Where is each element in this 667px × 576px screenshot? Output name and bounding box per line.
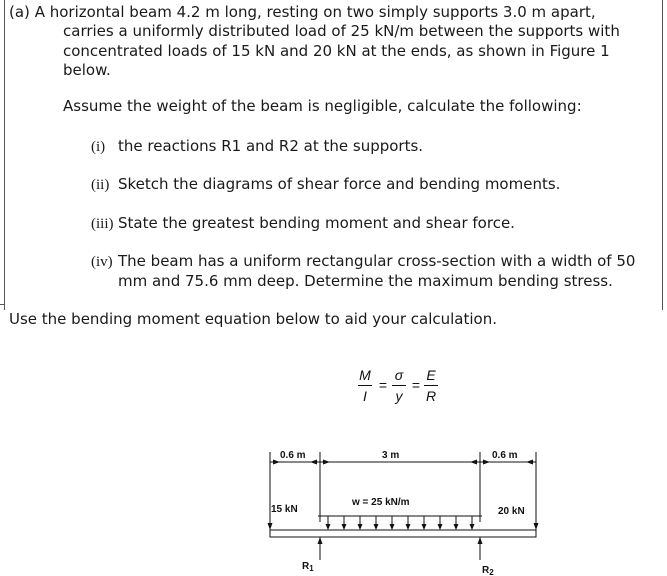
use-equation-text: Use the bending moment equation below to aid your calculation. <box>9 310 497 328</box>
udl-arrow-head <box>390 524 395 530</box>
reaction-r1-label: $R_1$ <box>302 561 314 573</box>
udl-label: w = 25 kN/m <box>352 497 410 508</box>
dim-middle-label: 3 m <box>382 450 400 461</box>
intro-line-4: below. <box>63 61 111 79</box>
bending-equation <box>355 364 445 414</box>
item-iv-line-2: mm and 75.6 mm deep. Determine the maximum bending stress. <box>118 272 613 290</box>
udl-arrow-head <box>326 524 331 530</box>
load-left-label: 15 kN <box>271 504 298 515</box>
item-iii-text: State the greatest bending moment and shear force. <box>118 214 515 232</box>
item-i <box>91 136 105 157</box>
item-ii <box>91 174 109 195</box>
intro-continuation <box>63 22 663 81</box>
item-iv-line-1: The beam has a uniform rectangular cross-section with a width of 50 <box>118 252 636 270</box>
dim-left-label: 0.6 m <box>280 450 306 461</box>
udl-arrow-head <box>342 524 347 530</box>
left-border-line <box>4 0 5 310</box>
beam-figure <box>260 440 550 576</box>
eq-M: M <box>359 367 371 383</box>
reaction-r2-label: $R_2$ <box>482 565 494 576</box>
item-iv-text <box>118 251 658 291</box>
intro-line-3: concentrated loads of 15 kN and 20 kN at the ends, as shown in Figure 1 <box>63 41 610 60</box>
item-iv <box>91 251 113 272</box>
udl-arrow-head <box>358 524 363 530</box>
item-ii-text: Sketch the diagrams of shear force and bending moments. <box>118 175 561 193</box>
udl-arrow-head <box>406 524 411 530</box>
separator-line <box>0 304 5 305</box>
eq-y: y <box>395 388 403 404</box>
udl-arrow-head <box>470 524 475 530</box>
intro-line-2: carries a uniformly distributed load of 25 kN/m between the supports with <box>63 22 620 40</box>
item-iv-number: (iv) <box>91 254 113 270</box>
item-ii-number: (ii) <box>91 177 110 193</box>
eq-sigma: σ <box>394 367 404 383</box>
eq-equals-2: = <box>411 377 421 393</box>
item-i-text: the reactions R1 and R2 at the supports. <box>118 137 424 155</box>
eq-E: E <box>426 367 436 383</box>
part-label: (a) <box>9 3 30 21</box>
eq-equals-1: = <box>378 377 388 393</box>
item-iii-number: (iii) <box>91 216 114 232</box>
item-i-number: (i) <box>91 139 106 155</box>
udl-arrow-head <box>422 524 427 530</box>
assume-text: Assume the weight of the beam is negligible, calculate the following: <box>63 97 582 115</box>
udl-arrow-head <box>438 524 443 530</box>
eq-I: I <box>363 388 367 404</box>
question-part-a <box>9 3 659 23</box>
udl-arrow-head <box>454 524 459 530</box>
udl-arrow-head <box>374 524 379 530</box>
dim-right-label: 0.6 m <box>492 450 518 461</box>
load-right-label: 20 kN <box>498 506 525 517</box>
udl-arrows <box>326 516 475 530</box>
intro-line-1: A horizontal beam 4.2 m long, resting on two simply supports 3.0 m apart, <box>34 3 596 21</box>
eq-R: R <box>425 388 437 404</box>
item-iii <box>91 213 114 234</box>
